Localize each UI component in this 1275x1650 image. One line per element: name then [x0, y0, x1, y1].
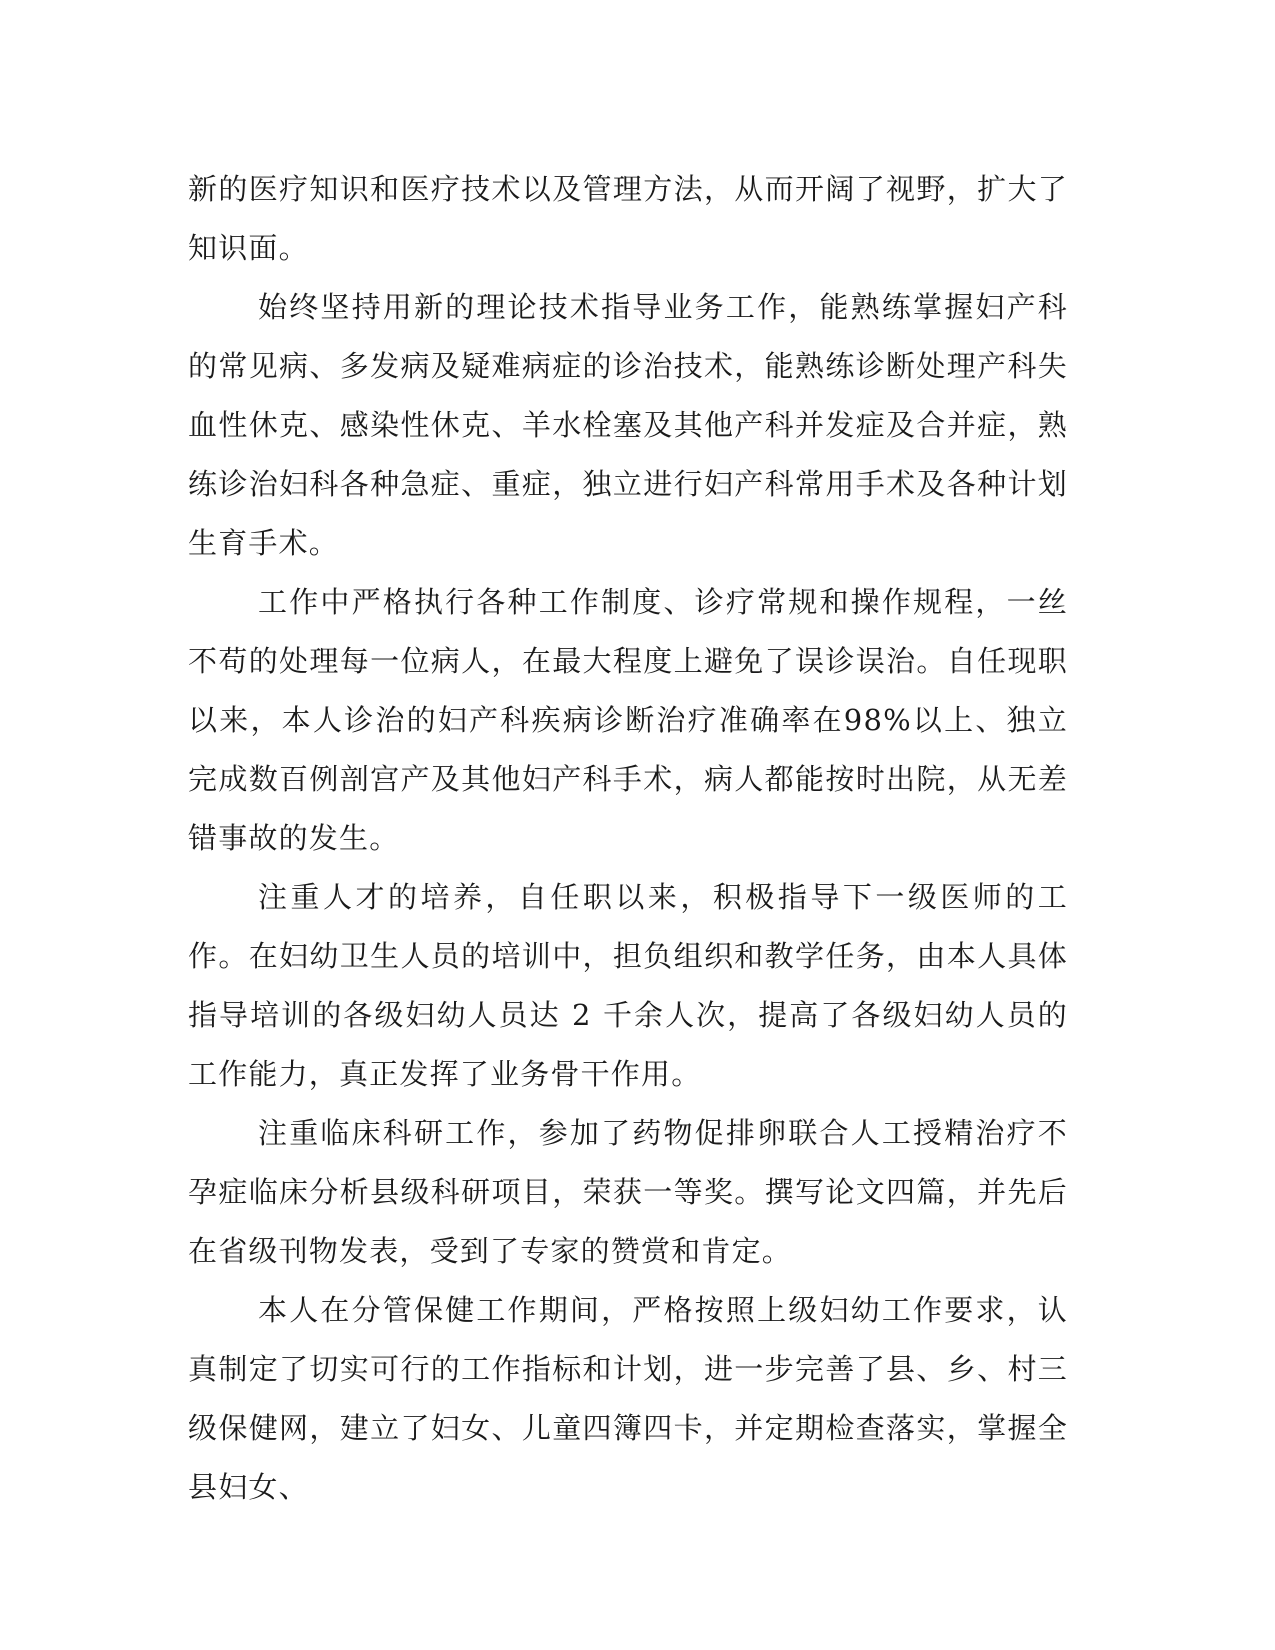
paragraph-continuation: 新的医疗知识和医疗技术以及管理方法，从而开阔了视野，扩大了知识面。: [188, 172, 1068, 265]
document-body: [188, 160, 1068, 1517]
paragraph-talent-training: 注重人才的培养，自任职以来，积极指导下一级医师的工作。在妇幼卫生人员的培训中，担负组织和教学任务，由本人具体指导培训的各级妇幼人员达 2 千余人次，提高了各级妇幼人员的工作能力，真正发挥了业务骨干作用。: [188, 880, 1068, 1091]
paragraph-clinical-skills: 始终坚持用新的理论技术指导业务工作，能熟练掌握妇产科的常见病、多发病及疑难病症的诊治技术，能熟练诊断处理产科失血性休克、感染性休克、羊水栓塞及其他产科并发症及合并症，熟练诊治妇科各种急症、重症，独立进行妇产科常用手术及各种计划生育手术。: [188, 290, 1068, 560]
paragraph-research: 注重临床科研工作，参加了药物促排卵联合人工授精治疗不孕症临床分析县级科研项目，荣获一等奖。撰写论文四篇，并先后在省级刊物发表，受到了专家的赞赏和肯定。: [188, 1116, 1068, 1268]
paragraph-work-standards: 工作中严格执行各种工作制度、诊疗常规和操作规程，一丝不苟的处理每一位病人，在最大程度上避免了误诊误治。自任现职以来，本人诊治的妇产科疾病诊断治疗准确率在98%以上、独立完成数百例剖宫产及其他妇产科手术，病人都能按时出院，从无差错事故的发生。: [188, 585, 1068, 855]
paragraph-healthcare-management: 本人在分管保健工作期间，严格按照上级妇幼工作要求，认真制定了切实可行的工作指标和计划，进一步完善了县、乡、村三级保健网，建立了妇女、儿童四簿四卡，并定期检查落实，掌握全县妇女、: [188, 1293, 1068, 1504]
